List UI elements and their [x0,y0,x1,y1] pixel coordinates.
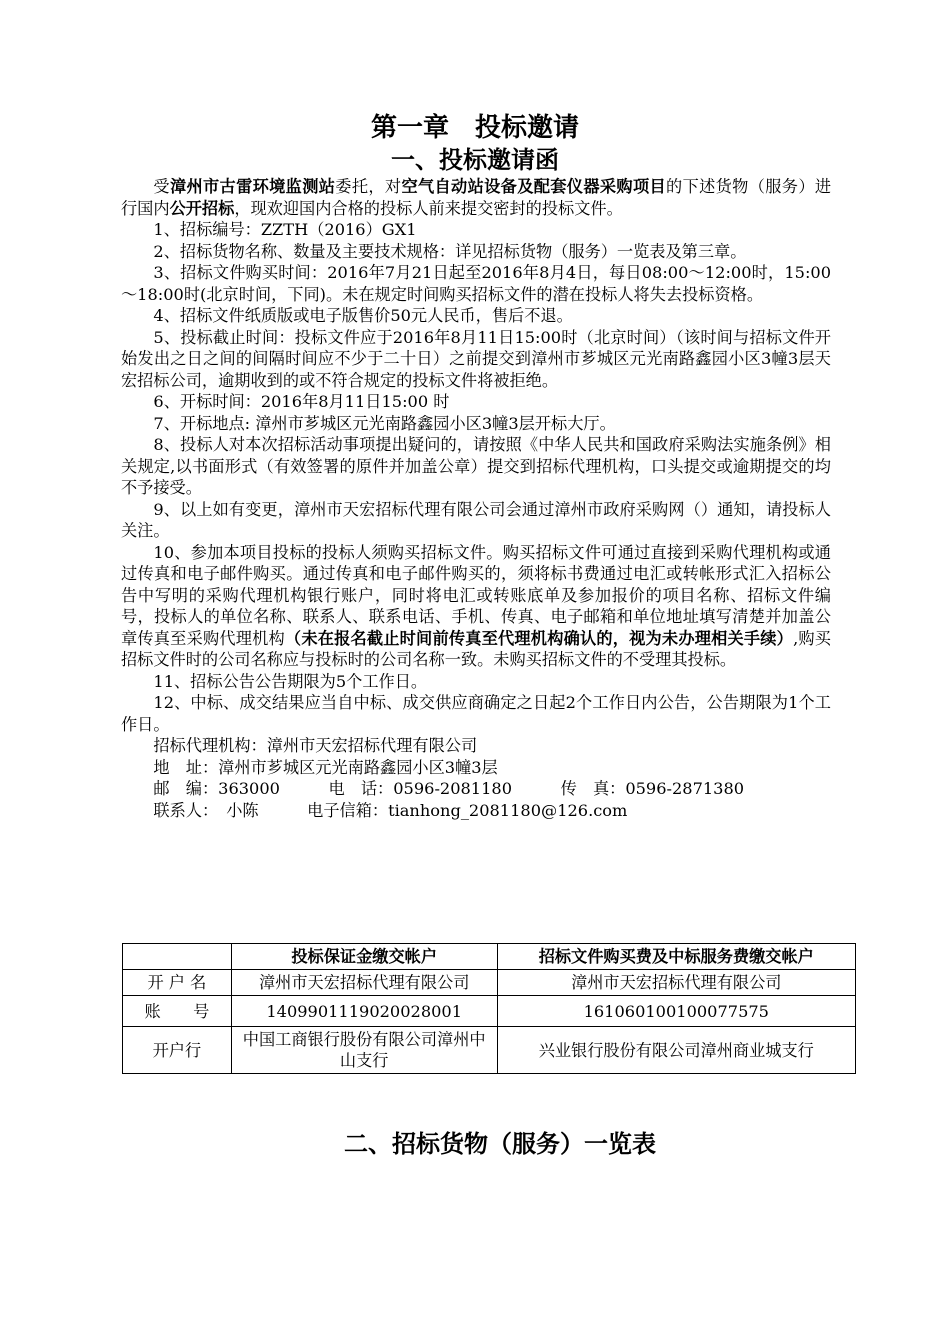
table-cell: 漳州市天宏招标代理有限公司 [497,970,855,996]
project-name: 空气自动站设备及配套仪器采购项目 [401,177,667,196]
item10-bold-note: （未在报名截止时间前传真至代理机构确认的，视为未办理相关手续） [284,628,794,648]
intro-paragraph [121,176,831,219]
agency-address: 地 址：漳州市芗城区元光南路鑫园小区3幢3层 [153,757,498,777]
table-header-row [123,944,856,970]
intro-text: 的下述货物（服务）进行国内 [121,177,832,218]
table-cell: 中国工商银行股份有限公司漳州中山支行 [231,1027,497,1074]
intro-text: ，现欢迎国内合格的投标人前来提交密封的投标文件。 [234,198,623,218]
section2-title: 二、招标货物（服务）一览表 [344,1129,656,1158]
list-item: 7、开标地点: 漳州市芗城区元光南路鑫园小区3幢3层开标大厅。 [153,413,616,433]
table-cell: 开户行 [123,1027,232,1074]
table-row [123,970,856,996]
client-name: 漳州市古雷环境监测站 [169,177,336,196]
item10-text: ,购买招标文件时的公司名称应与投标时的公司名称一致。未购买招标文件的不受理其投标。 [121,628,831,669]
agency-name: 招标代理机构：漳州市天宏招标代理有限公司 [153,736,478,755]
section-title: 一、投标邀请函 [391,145,559,174]
list-item: 1、招标编号：ZZTH（2016）GX1 [153,220,417,239]
intro-text: 委托，对 [335,177,402,196]
procurement-method: 公开招标 [169,198,235,218]
table-cell: 开 户 名 [123,970,232,996]
table-cell: 161060100100077575 [497,996,855,1027]
agency-contact: 联系人： 小陈 电子信箱：tianhong_2081180@126.com [153,800,628,820]
table-header-cell: 招标文件购买费及中标服务费缴交帐户 [497,944,855,970]
list-item-10 [121,542,831,671]
table-cell: 140990111902002800​1 [231,996,497,1027]
list-item: 5、投标截止时间：投标文件应于2016年8月11日15:00时（北京时间）（该时间与招标文件开始发出之日之间的间隔时间应不少于二十日）之前提交到漳州市芗城区元光南路鑫园小区3幢3层天宏招标公司，逾期收到的或不符合规定的投标文件将被拒绝。 [121,327,831,390]
list-item: 6、开标时间：2016年8月11日15:00 时 [153,392,450,411]
table-header-cell [123,944,232,970]
intro-text: 受 [153,177,170,196]
list-item: 11、招标公告公告期限为5个工作日。 [153,671,428,691]
list-item: 8、投标人对本次招标活动事项提出疑问的，请按照《中华人民共和国政府采购法实施条例》相关规定,以书面形式（有效签署的原件并加盖公章）提交到招标代理机构，口头提交或逾期提交的均不予接受。 [121,435,831,497]
table-cell: 兴业银行股份有限公司漳州商业城支行 [497,1027,855,1074]
list-item: 3、招标文件购买时间：2016年7月21日起至2016年8月4日，每日08:00～12:00时，15:00～18:00时(北京时间，下同)。未在规定时间购买招标文件的潜在投标人将失去投标资格。 [121,263,831,304]
bank-account-table [122,943,856,1074]
table-cell: 漳州市天宏招标代理有限公司 [231,970,497,996]
table-row [123,996,856,1027]
list-item: 9、以上如有变更，漳州市天宏招标代理有限公司会通过漳州市政府采购网（）通知，请投标人关注。 [121,499,831,540]
chapter-title: 第一章 投标邀请 [370,113,579,143]
list-item: 2、招标货物名称、数量及主要技术规格：详见招标货物（服务）一览表及第三章。 [153,241,747,261]
table-header-cell: 投标保证金缴交帐户 [231,944,497,970]
invitation-body [121,176,831,821]
table-row [123,1027,856,1074]
table-cell: 账 号 [123,996,232,1027]
agency-postal-phone-fax: 邮 编：363000 电 话：0596-2081180 传 真：0596-2871380 [153,779,745,798]
item10-text: 10、参加本项目投标的投标人须购买招标文件。购买招标文件可通过直接到采购代理机构或通过传真和电子邮件购买。通过传真和电子邮件购买的，须将标书费通过电汇或转帐形式汇入招标公告中写明的采购代理机构银行账户，同时将电汇或转账底单及参加报价的项目名称、招标文件编号，投标人的单位名称、联系人、联系电话、手机、传真、电子邮箱和单位地址填写清楚并加盖公章传真至采购代理机构 [121,542,831,648]
list-item: 12、中标、成交结果应当自中标、成交供应商确定之日起2个工作日内公告，公告期限为1个工作日。 [121,693,831,734]
list-item: 4、招标文件纸质版或电子版售价50元人民币，售后不退。 [153,306,573,325]
